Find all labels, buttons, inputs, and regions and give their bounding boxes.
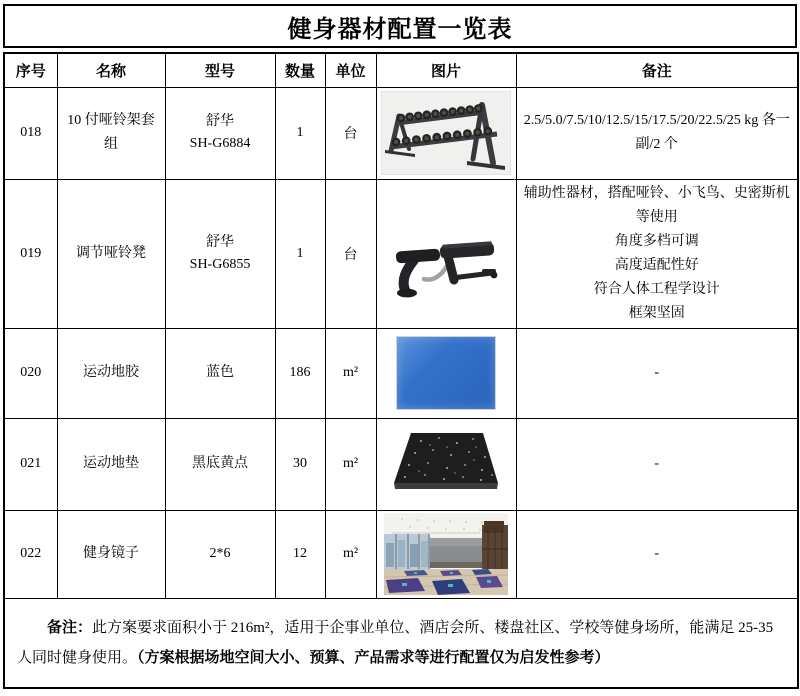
cell-name: 10 付哑铃架套组	[57, 87, 165, 179]
cell-image	[376, 87, 516, 179]
cell-remark: -	[516, 510, 798, 598]
cell-name: 调节哑铃凳	[57, 179, 165, 328]
cell-image	[376, 179, 516, 328]
cell-remark: -	[516, 328, 798, 418]
header-image: 图片	[376, 53, 516, 87]
cell-no: 022	[4, 510, 57, 598]
cell-model	[165, 87, 275, 179]
cell-name: 运动地胶	[57, 328, 165, 418]
model-code: SH-G6855	[189, 256, 251, 272]
blue-sports-flooring-photo	[396, 336, 496, 410]
model-color: 黑底黄点	[192, 456, 248, 471]
model-brand: 舒华	[206, 114, 234, 129]
cell-name: 运动地垫	[57, 418, 165, 510]
model-color: 蓝色	[206, 365, 234, 380]
table-row	[4, 510, 798, 598]
remark-line: 2.5/5.0/7.5/10/12.5/15/17.5/20/22.5/25 kg 各一副/2 个	[523, 113, 790, 152]
dumbbell-rack-photo	[381, 91, 511, 175]
footer-note-tail: （方案根据场地空间大小、预算、产品需求等进行配置仅为启发性参考）	[137, 649, 610, 666]
cell-model	[165, 418, 275, 510]
cell-qty: 1	[275, 87, 325, 179]
cell-model	[165, 510, 275, 598]
cell-qty: 1	[275, 179, 325, 328]
cell-remark	[516, 87, 798, 179]
cell-model	[165, 179, 275, 328]
black-rubber-mat-photo	[381, 425, 511, 503]
cell-unit: m²	[325, 418, 376, 510]
footer-note-body: 此方案要求面积小于 216m²，适用于企事业单位、酒店会所、楼盘社区、学校等健身场所，能满足 25-35 人同时健身使用。	[17, 619, 774, 666]
header-unit: 单位	[325, 53, 376, 87]
adjustable-bench-photo	[386, 204, 506, 304]
cell-qty: 186	[275, 328, 325, 418]
page-title: 健身器材配置一览表	[3, 4, 797, 48]
cell-image	[376, 418, 516, 510]
cell-unit: m²	[325, 328, 376, 418]
gym-mirror-studio-photo	[384, 513, 508, 595]
cell-no: 021	[4, 418, 57, 510]
model-code: SH-G6884	[189, 136, 251, 151]
cell-image	[376, 328, 516, 418]
remark-line: 符合人体工程学设计	[593, 281, 720, 297]
cell-remark	[516, 179, 798, 328]
header-no: 序号	[4, 53, 57, 87]
cell-model	[165, 328, 275, 418]
cell-unit: 台	[325, 179, 376, 328]
cell-unit: m²	[325, 510, 376, 598]
table-row	[4, 87, 798, 179]
cell-no: 018	[4, 87, 57, 179]
remark-line: 框架坚固	[628, 305, 685, 321]
footer-note	[17, 613, 785, 673]
cell-name: 健身镜子	[57, 510, 165, 598]
table-row	[4, 179, 798, 328]
table-row	[4, 328, 798, 418]
remark-line: 辅助性器材，搭配哑铃、小飞鸟、史密斯机等使用	[523, 185, 790, 225]
equipment-table	[3, 52, 799, 689]
header-remark: 备注	[516, 53, 798, 87]
header-qty: 数量	[275, 53, 325, 87]
cell-remark: -	[516, 418, 798, 510]
cell-qty: 30	[275, 418, 325, 510]
footer-note-label: 备注：	[47, 619, 93, 636]
remark-line: 角度多档可调	[614, 233, 699, 249]
table-header-row	[4, 53, 798, 87]
cell-no: 020	[4, 328, 57, 418]
footer-note-cell	[4, 598, 798, 688]
cell-image	[376, 510, 516, 598]
remark-line: 高度适配性好	[614, 257, 699, 273]
model-brand: 舒华	[206, 234, 234, 250]
footer-note-row	[4, 598, 798, 688]
cell-unit: 台	[325, 87, 376, 179]
cell-no: 019	[4, 179, 57, 328]
header-model: 型号	[165, 53, 275, 87]
header-name: 名称	[57, 53, 165, 87]
table-row	[4, 418, 798, 510]
model-size: 2*6	[209, 546, 231, 561]
cell-qty: 12	[275, 510, 325, 598]
